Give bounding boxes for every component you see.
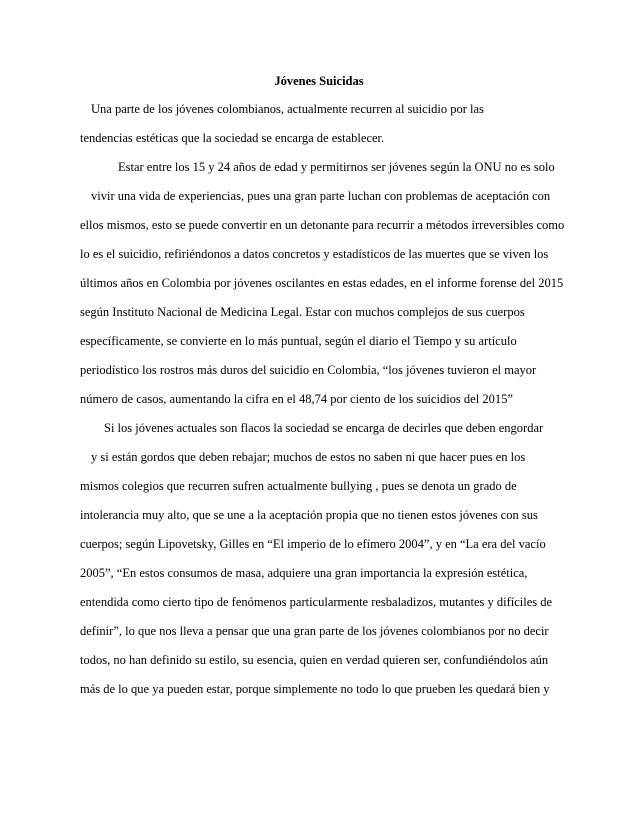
text-line: mismos colegios que recurren sufren actualmente bullying , pues se denota un grado de — [80, 479, 517, 493]
text-line: específicamente, se convierte en lo más puntual, según el diario el Tiempo y su artículo — [80, 334, 517, 348]
text-line: lo es el suicidio, refiriéndonos a datos concretos y estadísticos de las muertes que se viven los — [80, 247, 549, 261]
text-line: más de lo que ya pueden estar, porque simplemente no todo lo que prueben les quedará bien y — [80, 682, 550, 696]
text-line: ellos mismos, esto se puede convertir en un detonante para recurrir a métodos irreversibles como — [80, 218, 565, 232]
text-line: Estar entre los 15 y 24 años de edad y permitirnos ser jóvenes según la ONU no es solo — [118, 160, 555, 174]
text-line: y si están gordos que deben rebajar; muchos de estos no saben ni que hacer pues en los — [91, 450, 526, 464]
text-line: últimos años en Colombia por jóvenes oscilantes en estas edades, en el informe forense del 2015 — [80, 276, 564, 290]
text-line: tendencias estéticas que la sociedad se encarga de establecer. — [80, 131, 385, 145]
text-line: cuerpos; según Lipovetsky, Gilles en “El imperio de lo efímero 2004”, y en “La era del vacío — [80, 537, 546, 551]
text-line: intolerancia muy alto, que se une a la aceptación propia que no tienen estos jóvenes con sus — [80, 508, 538, 522]
text-line: vivir una vida de experiencias, pues una gran parte luchan con problemas de aceptación con — [91, 189, 551, 203]
text-line: definir”, lo que nos lleva a pensar que una gran parte de los jóvenes colombianos por no decir — [80, 624, 549, 638]
text-line: Si los jóvenes actuales son flacos la sociedad se encarga de decirles que deben engordar — [104, 421, 544, 435]
text-line: todos, no han definido su estilo, su esencia, quien en verdad quieren ser, confundiéndolos aún — [80, 653, 549, 667]
text-line: periodístico los rostros más duros del suicidio en Colombia, “los jóvenes tuvieron el mayor — [80, 363, 537, 377]
text-line: Una parte de los jóvenes colombianos, actualmente recurren al suicidio por las — [91, 102, 484, 116]
text-line: según Instituto Nacional de Medicina Legal. Estar con muchos complejos de sus cuerpos — [80, 305, 525, 319]
text-line: entendida como cierto tipo de fenómenos particularmente resbaladizos, mutantes y difíciles de — [80, 595, 553, 609]
document-title: Jóvenes Suicidas — [274, 74, 364, 88]
text-line: 2005”, “En estos consumos de masa, adquiere una gran importancia la expresión estética, — [80, 566, 528, 580]
text-line: número de casos, aumentando la cifra en el 48,74 por ciento de los suicidios del 2015” — [80, 392, 513, 406]
